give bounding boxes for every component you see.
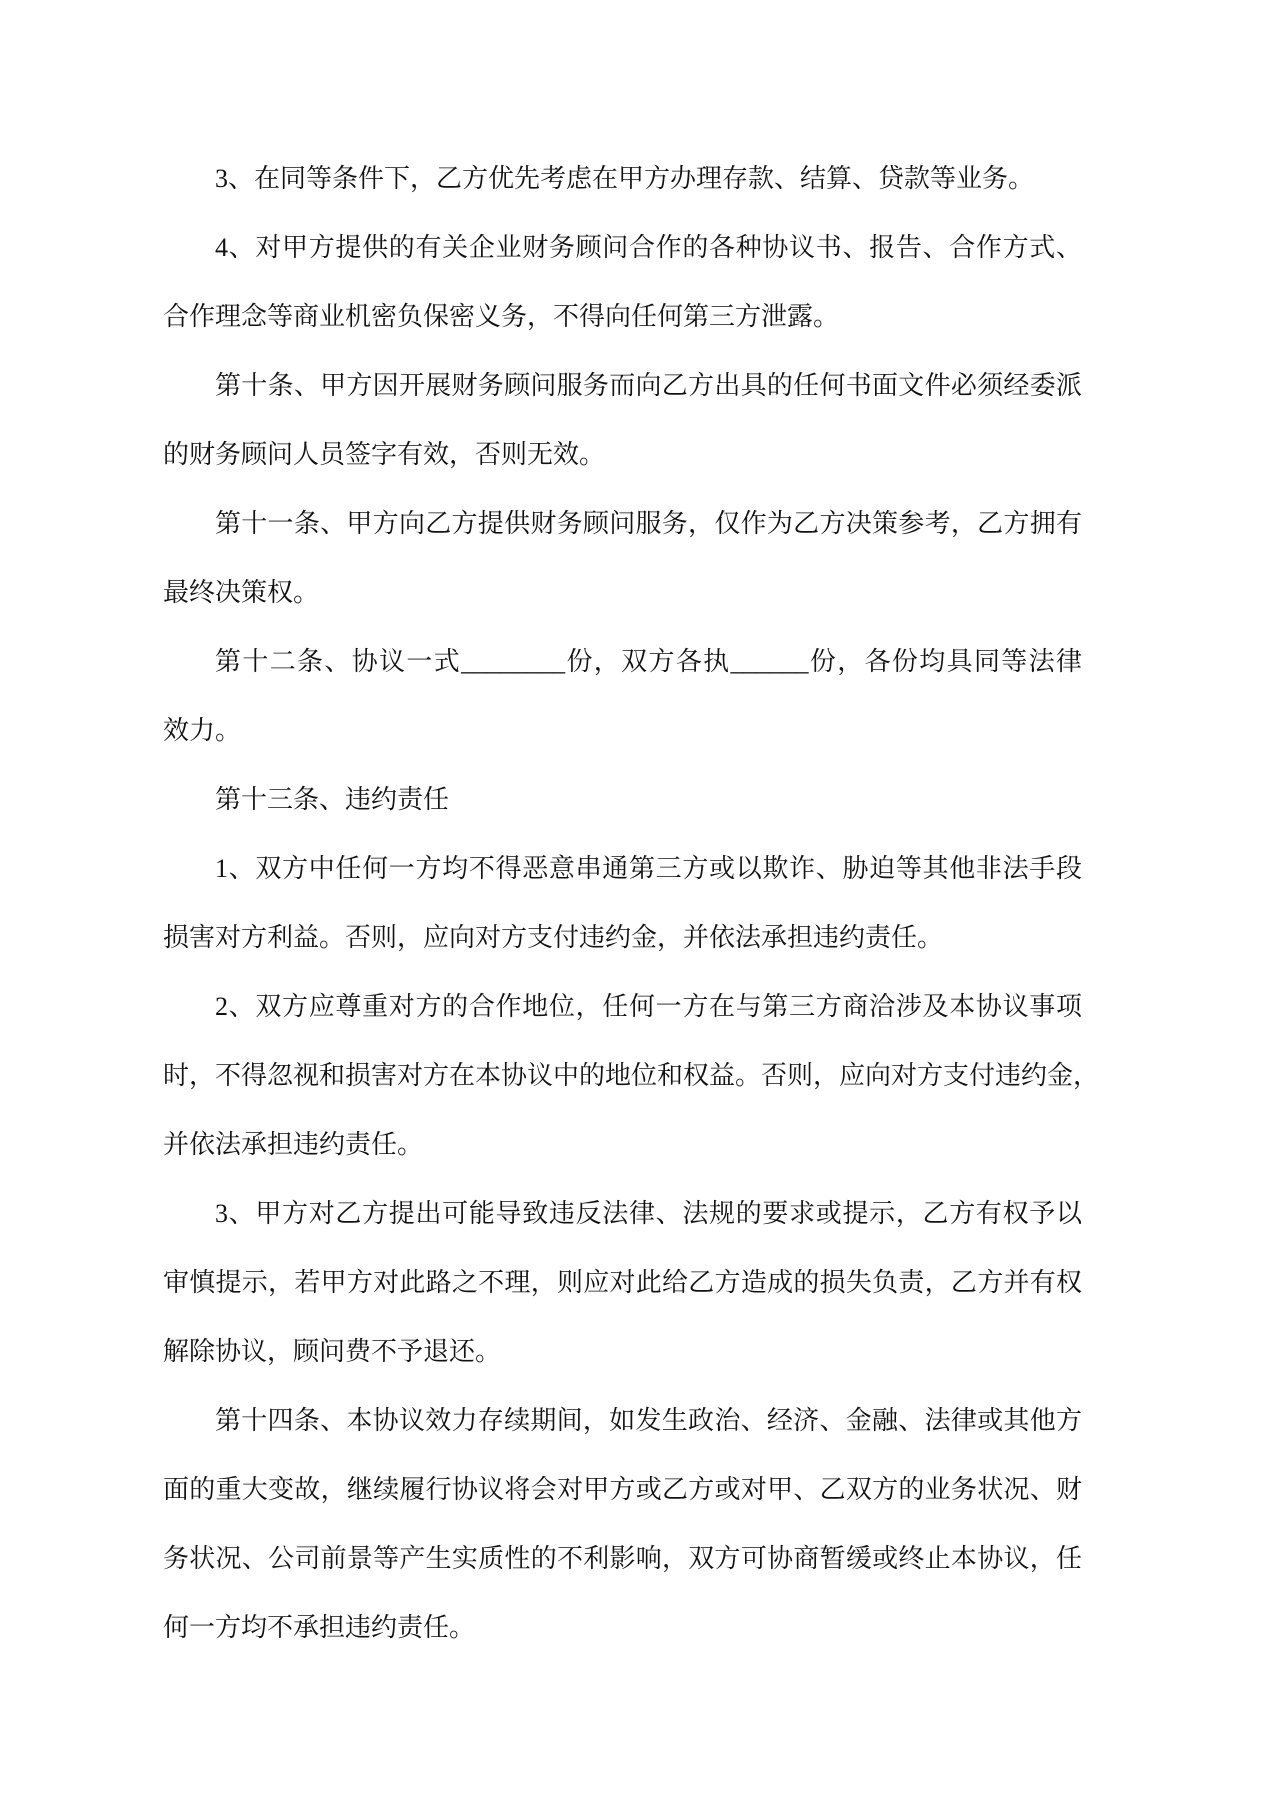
text-line: 何一方均不承担违约责任。: [163, 1613, 476, 1642]
text-line: 务状况、公司前景等产生实质性的不利影响，双方可协商暂缓或终止本协议，任: [163, 1544, 1082, 1573]
text-line: 第十条、甲方因开展财务顾问服务而向乙方出具的任何书面文件必须经委派: [215, 371, 1082, 400]
text-line: 解除协议，顾问费不予退还。: [163, 1337, 502, 1366]
document-body: [163, 144, 1100, 1662]
text-line: 损害对方利益。否则，应向对方支付违约金，并依法承担违约责任。: [163, 923, 944, 952]
text-line: 第十四条、本协议效力存续期间，如发生政治、经济、金融、法律或其他方: [215, 1406, 1082, 1435]
text-line: 最终决策权。: [163, 578, 320, 607]
text-line: 4、对甲方提供的有关企业财务顾问合作的各种协议书、报告、合作方式、: [215, 233, 1082, 262]
text-line: 时，不得忽视和损害对方在本协议中的地位和权益。否则，应向对方支付违约金，: [163, 1061, 1100, 1090]
text-line: 第十一条、甲方向乙方提供财务顾问服务，仅作为乙方决策参考，乙方拥有: [215, 509, 1082, 538]
text-line: 并依法承担违约责任。: [163, 1130, 424, 1159]
text-line: 第十二条、协议一式________份，双方各执______份，各份均具同等法律: [215, 647, 1082, 676]
text-line: 2、双方应尊重对方的合作地位，任何一方在与第三方商洽涉及本协议事项: [215, 992, 1082, 1021]
text-line: 合作理念等商业机密负保密义务，不得向任何第三方泄露。: [163, 302, 840, 331]
text-line: 的财务顾问人员签字有效，否则无效。: [163, 440, 606, 469]
text-line: 面的重大变故，继续履行协议将会对甲方或乙方或对甲、乙双方的业务状况、财: [163, 1475, 1082, 1504]
text-line: 效力。: [163, 716, 242, 745]
text-line: 1、双方中任何一方均不得恶意串通第三方或以欺诈、胁迫等其他非法手段: [215, 854, 1082, 883]
text-line: 第十三条、违约责任: [215, 785, 450, 814]
text-line: 审慎提示，若甲方对此路之不理，则应对此给乙方造成的损失负责，乙方并有权: [163, 1268, 1082, 1297]
text-line: 3、在同等条件下，乙方优先考虑在甲方办理存款、结算、贷款等业务。: [215, 164, 1035, 193]
text-line: 3、甲方对乙方提出可能导致违反法律、法规的要求或提示，乙方有权予以: [215, 1199, 1082, 1228]
